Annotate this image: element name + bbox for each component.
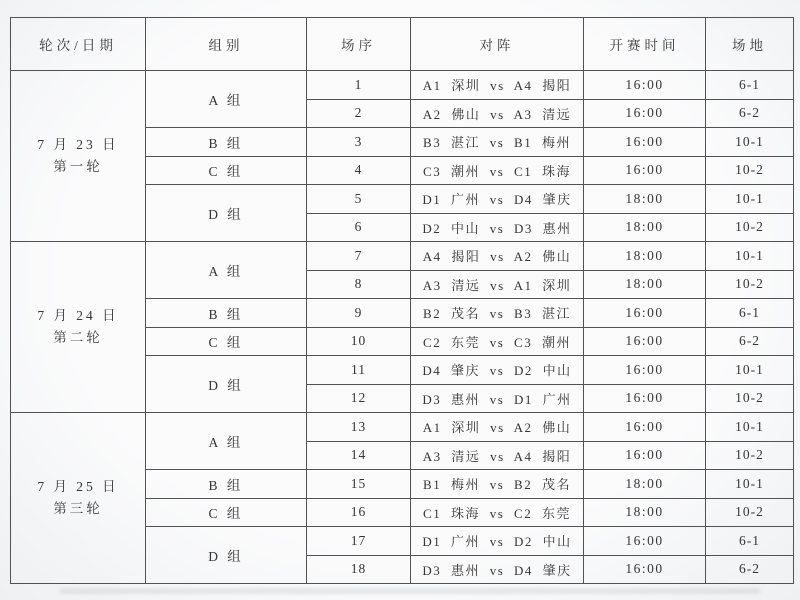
round-date-line: 7 月 24 日 <box>37 307 119 323</box>
column-header-matchup: 对阵 <box>411 18 584 71</box>
start-time-cell: 16:00 <box>584 413 706 442</box>
start-time-cell: 16:00 <box>584 527 706 556</box>
match-no-cell: 6 <box>307 213 411 242</box>
venue-cell: 6-2 <box>706 555 794 584</box>
match-no-cell: 5 <box>307 185 411 214</box>
start-time-cell: 16:00 <box>584 384 706 413</box>
match-row <box>11 413 794 442</box>
matchup-cell: C2 东莞 vs C3 潮州 <box>411 327 584 356</box>
match-no-cell: 11 <box>307 356 411 385</box>
start-time-cell: 18:00 <box>584 213 706 242</box>
match-schedule-table <box>10 17 794 584</box>
group-cell: D 组 <box>146 356 307 413</box>
match-no-cell: 3 <box>307 128 411 157</box>
round-date-line: 第一轮 <box>53 159 103 174</box>
column-header-venue: 场地 <box>706 18 794 71</box>
start-time-cell: 16:00 <box>584 327 706 356</box>
group-cell: B 组 <box>146 470 307 499</box>
matchup-cell: A3 清远 vs A4 揭阳 <box>411 441 584 470</box>
venue-cell: 10-1 <box>706 470 794 499</box>
group-cell: A 组 <box>146 71 307 128</box>
match-no-cell: 2 <box>307 99 411 128</box>
match-no-cell: 7 <box>307 242 411 271</box>
group-cell: C 组 <box>146 498 307 527</box>
matchup-cell: D3 惠州 vs D4 肇庆 <box>411 555 584 584</box>
group-cell: C 组 <box>146 156 307 185</box>
header-row <box>11 18 794 71</box>
group-cell: A 组 <box>146 413 307 470</box>
column-header-group: 组别 <box>146 18 307 71</box>
table-body <box>11 71 794 584</box>
venue-cell: 10-2 <box>706 498 794 527</box>
matchup-cell: D1 广州 vs D4 肇庆 <box>411 185 584 214</box>
match-no-cell: 17 <box>307 527 411 556</box>
venue-cell: 10-2 <box>706 441 794 470</box>
matchup-cell: D4 肇庆 vs D2 中山 <box>411 356 584 385</box>
start-time-cell: 18:00 <box>584 498 706 527</box>
start-time-cell: 16:00 <box>584 128 706 157</box>
match-no-cell: 14 <box>307 441 411 470</box>
match-no-cell: 15 <box>307 470 411 499</box>
start-time-cell: 18:00 <box>584 470 706 499</box>
column-header-start-time: 开赛时间 <box>584 18 706 71</box>
match-no-cell: 16 <box>307 498 411 527</box>
start-time-cell: 16:00 <box>584 156 706 185</box>
start-time-cell: 16:00 <box>584 99 706 128</box>
matchup-cell: A3 清远 vs A1 深圳 <box>411 270 584 299</box>
matchup-cell: A1 深圳 vs A2 佛山 <box>411 413 584 442</box>
venue-cell: 6-1 <box>706 299 794 328</box>
start-time-cell: 18:00 <box>584 185 706 214</box>
matchup-cell: B2 茂名 vs B3 湛江 <box>411 299 584 328</box>
matchup-cell: A1 深圳 vs A4 揭阳 <box>411 71 584 100</box>
venue-cell: 6-2 <box>706 99 794 128</box>
start-time-cell: 16:00 <box>584 441 706 470</box>
column-header-match-no: 场序 <box>307 18 411 71</box>
matchup-cell: C1 珠海 vs C2 东莞 <box>411 498 584 527</box>
table-header <box>11 18 794 71</box>
group-cell: D 组 <box>146 185 307 242</box>
matchup-cell: D1 广州 vs D2 中山 <box>411 527 584 556</box>
matchup-cell: D3 惠州 vs D1 广州 <box>411 384 584 413</box>
match-no-cell: 9 <box>307 299 411 328</box>
match-no-cell: 10 <box>307 327 411 356</box>
round-date-cell <box>11 242 146 413</box>
start-time-cell: 18:00 <box>584 242 706 271</box>
match-no-cell: 1 <box>307 71 411 100</box>
venue-cell: 10-2 <box>706 156 794 185</box>
venue-cell: 10-2 <box>706 213 794 242</box>
matchup-cell: A4 揭阳 vs A2 佛山 <box>411 242 584 271</box>
venue-cell: 10-1 <box>706 242 794 271</box>
group-cell: C 组 <box>146 327 307 356</box>
start-time-cell: 16:00 <box>584 71 706 100</box>
venue-cell: 10-1 <box>706 356 794 385</box>
start-time-cell: 16:00 <box>584 356 706 385</box>
venue-cell: 10-1 <box>706 185 794 214</box>
round-date-line: 7 月 23 日 <box>37 136 119 152</box>
start-time-cell: 16:00 <box>584 299 706 328</box>
matchup-cell: C3 潮州 vs C1 珠海 <box>411 156 584 185</box>
venue-cell: 10-2 <box>706 270 794 299</box>
match-row <box>11 71 794 100</box>
venue-cell: 6-1 <box>706 527 794 556</box>
matchup-cell: B1 梅州 vs B2 茂名 <box>411 470 584 499</box>
venue-cell: 10-2 <box>706 384 794 413</box>
match-no-cell: 13 <box>307 413 411 442</box>
start-time-cell: 16:00 <box>584 555 706 584</box>
match-row <box>11 242 794 271</box>
venue-cell: 6-2 <box>706 327 794 356</box>
match-no-cell: 4 <box>307 156 411 185</box>
round-date-cell <box>11 71 146 242</box>
column-header-round-date: 轮次/日期 <box>11 18 146 71</box>
scan-shadow <box>60 589 760 593</box>
group-cell: A 组 <box>146 242 307 299</box>
venue-cell: 10-1 <box>706 413 794 442</box>
venue-cell: 10-1 <box>706 128 794 157</box>
round-date-line: 第二轮 <box>53 330 103 345</box>
venue-cell: 6-1 <box>706 71 794 100</box>
group-cell: B 组 <box>146 299 307 328</box>
matchup-cell: D2 中山 vs D3 惠州 <box>411 213 584 242</box>
match-no-cell: 18 <box>307 555 411 584</box>
group-cell: D 组 <box>146 527 307 584</box>
round-date-line: 7 月 25 日 <box>37 478 119 494</box>
matchup-cell: B3 湛江 vs B1 梅州 <box>411 128 584 157</box>
match-no-cell: 12 <box>307 384 411 413</box>
group-cell: B 组 <box>146 128 307 157</box>
round-date-line: 第三轮 <box>53 501 103 516</box>
match-no-cell: 8 <box>307 270 411 299</box>
start-time-cell: 18:00 <box>584 270 706 299</box>
matchup-cell: A2 佛山 vs A3 清远 <box>411 99 584 128</box>
round-date-cell <box>11 413 146 584</box>
